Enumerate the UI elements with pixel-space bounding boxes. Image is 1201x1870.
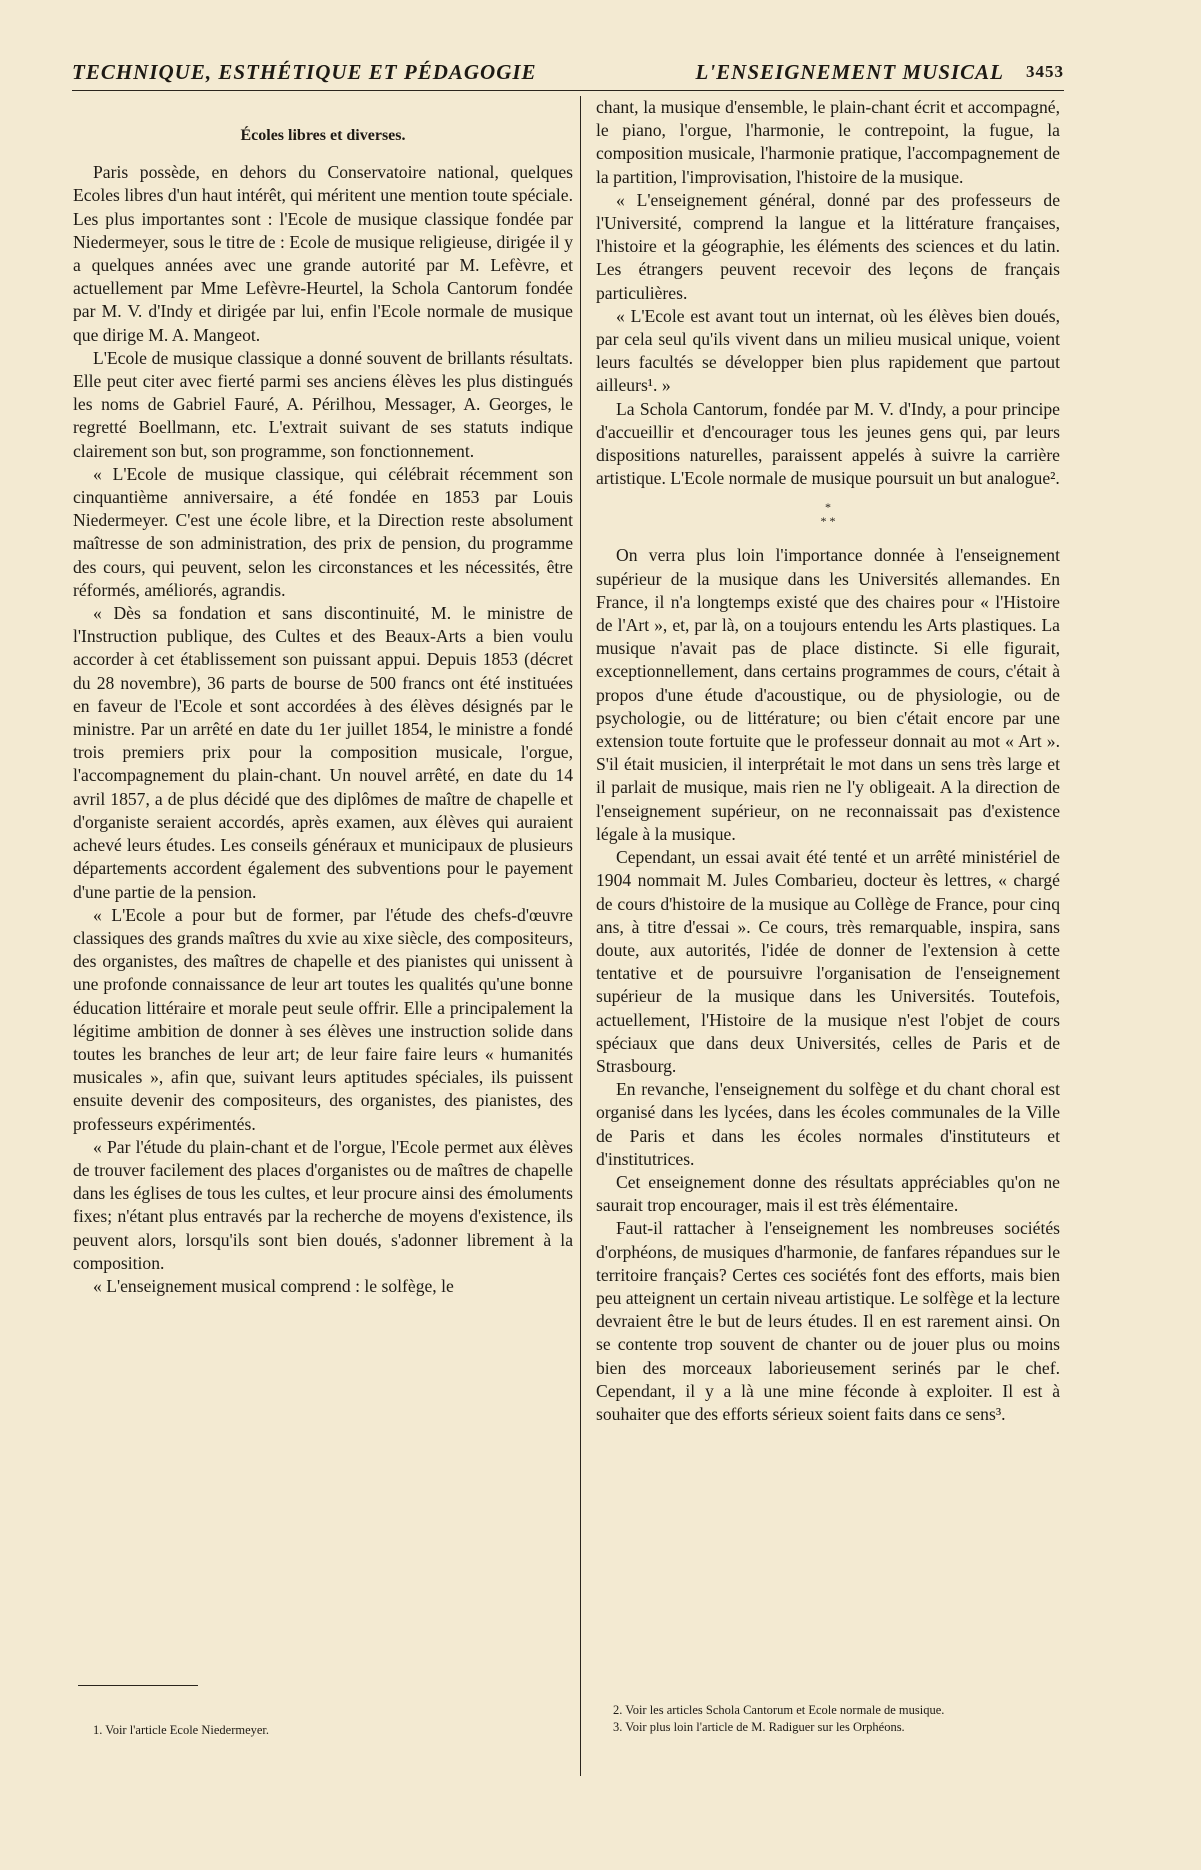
paragraph: Cependant, un essai avait été tenté et un arrêté ministériel de 1904 nommait M. Jules Combarieu, docteur ès lettres, « chargé de cours d'histoire de la musique au Collège de France, pour cinq ans, à titre d'essai ». Ce cours, très remarquable, inspira, sans doute, aux autorités, l'idée de donner de l'extension à cette tentative et de poursuivre l'organisation de l'enseignement supérieur de la musique dans les Universités. Toutefois, actuellement, l'Histoire de la musique n'est l'objet de cours spéciaux que dans deux Universités, celles de Paris et de Strasbourg. — [596, 847, 1060, 1076]
paragraph: Cet enseignement donne des résultats appréciables qu'on ne saurait trop encourager, mais il est très élémentaire. — [596, 1171, 1060, 1216]
header-rule — [72, 90, 1064, 91]
column-divider — [580, 96, 581, 1776]
footnotes-right — [613, 1702, 1063, 1736]
right-column — [596, 96, 1060, 1426]
paragraph: chant, la musique d'ensemble, le plain-chant écrit et accompagné, le piano, l'orgue, l'harmonie, le contrepoint, la fugue, la composition musicale, l'harmonie pratique, l'accompagnement de la partition, l'improvisation, l'histoire de la musique. — [596, 97, 1060, 187]
paragraph: « L'Ecole de musique classique, qui célébrait récemment son cinquantième anniversaire, a été fondée en 1853 par Louis Niedermeyer. C'est une école libre, et la Direction reste absolument maîtresse de son administration, des prix de pension, du programme des cours, qui peuvent, selon les circonstances et les nécessités, être réformés, améliorés, agrandis. — [73, 463, 573, 600]
running-header — [72, 58, 1064, 88]
paragraph: « L'enseignement musical comprend : le solfège, le — [93, 1275, 454, 1296]
page-number: 3453 — [1026, 62, 1064, 81]
paragraph: « L'enseignement général, donné par des professeurs de l'Université, comprend la langue et la littérature françaises, l'histoire et la géographie, les éléments des sciences et du latin. Les étrangers peuvent recevoir des leçons de français particulières. — [596, 189, 1060, 303]
footnotes-left — [93, 1722, 563, 1739]
paragraph: « L'Ecole a pour but de former, par l'étude des chefs-d'œuvre classiques des grands maîtres du xvie au xixe siècle, des compositeurs, des organistes, des maîtres de chapelle et des pianistes qui unissent à une profonde connaissance de leur art toutes les qualités qu'une bonne éducation littéraire et morale peut seule offrir. Elle a principalement la légitime ambition de donner à ses élèves une instruction solide dans toutes les branches de leur art; de leur faire faire leurs « humanités musicales », afin que, suivant leurs aptitudes spéciales, ils puissent ensuite devenir des compositeurs, des organistes, des pianistes, des professeurs expérimentés. — [73, 904, 573, 1134]
section-title: Écoles libres et diverses. — [240, 127, 406, 144]
left-column — [73, 96, 573, 1298]
header-right-title: L'ENSEIGNEMENT MUSICAL — [695, 60, 1004, 84]
header-left-title: TECHNIQUE, ESTHÉTIQUE ET PÉDAGOGIE — [72, 60, 537, 84]
paragraph: En revanche, l'enseignement du solfège et du chant choral est organisé dans les lycées, dans les écoles communales de la Ville de Paris et dans les écoles normales d'instituteurs et d'institutrices. — [596, 1079, 1060, 1169]
paragraph: « Dès sa fondation et sans discontinuité, M. le ministre de l'Instruction publique, des Cultes et des Beaux-Arts a bien voulu accorder à cet établissement son puissant appui. Depuis 1853 (décret du 28 novembre), 36 parts de bourse de 500 francs ont été instituées en faveur de l'Ecole et sont accordées à des élèves désignés par le ministre. Par un arrêté en date du 1er juillet 1854, le ministre a fondé trois premiers prix pour la composition musicale, l'orgue, l'accompagnement du plain-chant. Un nouvel arrêté, en date du 14 avril 1857, a de plus décidé que des diplômes de maître de chapelle et d'organiste seraient accordés, après examen, aux élèves qui auraient achevé leurs études. Les conseils généraux et municipaux de plusieurs départements accordent également des subventions pour le payement d'une partie de la pension. — [73, 603, 573, 902]
footnote-rule-left — [78, 1685, 198, 1686]
footnote: 3. Voir plus loin l'article de M. Radiguer sur les Orphéons. — [613, 1720, 905, 1734]
footnote: 2. Voir les articles Schola Cantorum et Ecole normale de musique. — [613, 1703, 945, 1717]
section-separator: * * * — [820, 500, 836, 529]
paragraph: Paris possède, en dehors du Conservatoire national, quelques Ecoles libres d'un haut intérêt, qui méritent une mention toute spéciale. Les plus importantes sont : l'Ecole de musique classique fondée par Niedermeyer, sous le titre de : Ecole de musique religieuse, dirigée il y a quelques années avec une grande autorité par M. Lefèvre, et actuellement par Mme Lefèvre-Heurtel, la Schola Cantorum fondée par M. V. d'Indy et dirigée par lui, enfin l'Ecole normale de musique que dirige M. A. Mangeot. — [73, 162, 573, 345]
paragraph: On verra plus loin l'importance donnée à l'enseignement supérieur de la musique dans les Universités allemandes. En France, il n'a longtemps existé que des chaires pour « l'Histoire de l'Art », et, par là, on a toujours entendu les Arts plastiques. La musique n'avait pas de place distincte. Si elle figurait, exceptionnellement, dans certains programmes de cours, c'était à propos d'une étude d'acoustique, ou de physiologie, ou de psychologie, ou de littérature; ou bien c'était encore par une extension toute fortuite que le professeur donnait au mot « Art ». S'il était musicien, il interprétait le mot dans un sens très large et il parlait de musique, mais rien ne l'y obligeait. A la direction de l'enseignement supérieur, on ne reconnaissait pas d'existence légale à la musique. — [596, 545, 1060, 844]
paragraph: La Schola Cantorum, fondée par M. V. d'Indy, a pour principe d'accueillir et d'encourager tous les jeunes gens qui, par leurs dispositions naturelles, paraissent appelés à suivre la carrière artistique. L'Ecole normale de musique poursuit un but analogue². — [596, 398, 1060, 489]
paragraph: Faut-il rattacher à l'enseignement les nombreuses sociétés d'orphéons, de musiques d'harmonie, de fanfares répandues sur le territoire français? Certes ces sociétés font des efforts, mais bien peu atteignent un certain niveau artistique. Le solfège et la lecture devraient être le but de leurs études. Il en est rarement ainsi. On se contente trop souvent de chanter ou de jouer plus ou moins bien des morceaux laborieusement serinés par le chef. Cependant, il y a là une mine féconde à exploiter. Il est à souhaiter que des efforts sérieux soient faits dans ce sens³. — [596, 1218, 1060, 1424]
footnote: 1. Voir l'article Ecole Niedermeyer. — [93, 1723, 270, 1737]
paragraph: « Par l'étude du plain-chant et de l'orgue, l'Ecole permet aux élèves de trouver facilement des places d'organistes ou de maîtres de chapelle dans les églises de tous les cultes, et leur procure ainsi des émoluments fixes; n'étant plus entravés par la recherche de moyens d'existence, ils peuvent alors, lorsqu'ils sont bien doués, s'adonner librement à la composition. — [73, 1136, 573, 1273]
paragraph: L'Ecole de musique classique a donné souvent de brillants résultats. Elle peut citer avec fierté parmi ses anciens élèves les plus distingués les noms de Gabriel Fauré, A. Périlhou, Messager, A. Georges, le regretté Boellmann, etc. L'extrait suivant de ses statuts indique clairement son but, son programme, son fonctionnement. — [73, 347, 573, 461]
paragraph: « L'Ecole est avant tout un internat, où les élèves bien doués, par cela seul qu'ils vivent dans un milieu musical unique, voient leurs facultés se développer bien plus rapidement que partout ailleurs¹. » — [596, 305, 1060, 396]
